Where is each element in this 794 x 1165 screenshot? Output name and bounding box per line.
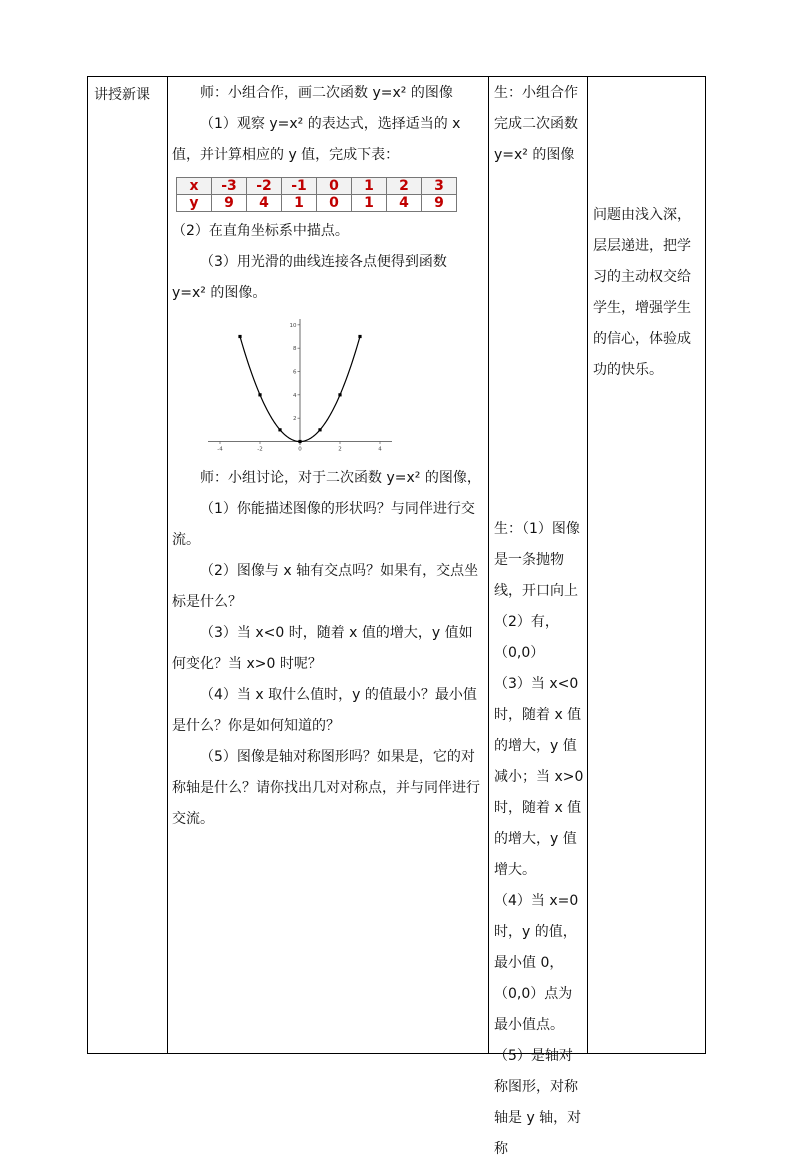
data-point <box>318 428 321 431</box>
y-tick-label: 4 <box>293 392 297 399</box>
x-tick-label: 0 <box>298 446 302 453</box>
y-tick-label: 6 <box>293 369 297 376</box>
answer-3: （3）当 x<0 时，随着 x 值的增大，y 值减小；当 x>0 时，随着 x 值的增大，y 值增大。 <box>494 676 584 878</box>
x-tick-label: -2 <box>257 446 263 453</box>
question-4: （4）当 x 取什么值时，y 的值最小？最小值是什么？你是如何知道的？ <box>172 687 477 734</box>
discussion-intro: 师：小组讨论，对于二次函数 y=x² 的图像， <box>200 470 481 486</box>
data-point <box>278 428 281 431</box>
y-tick-label: 10 <box>289 322 297 329</box>
x-row <box>177 178 457 195</box>
question-1: （1）你能描述图像的形状吗？与同伴进行交流。 <box>172 501 475 548</box>
column-divider <box>488 76 489 1054</box>
y-tick-label: 2 <box>293 416 297 423</box>
x-cell: -1 <box>282 178 317 195</box>
x-cell: 1 <box>352 178 387 195</box>
y-cell: 1 <box>352 195 387 212</box>
data-point <box>338 393 341 396</box>
stage-label: 讲授新课 <box>94 87 150 103</box>
x-cell: 2 <box>387 178 422 195</box>
student-activity-2 <box>494 514 586 1165</box>
step3-text: （3）用光滑的曲线连接各点便得到函数 y=x² 的图像。 <box>172 254 447 301</box>
answer-2: （2）有，（0,0） <box>494 614 559 661</box>
x-tick-label: 4 <box>378 446 382 453</box>
y-header: y <box>177 195 212 212</box>
question-2: （2）图像与 x 轴有交点吗？如果有，交点坐标是什么？ <box>172 563 479 610</box>
step1-text: （1）观察 y=x² 的表达式，选择适当的 x 值，并计算相应的 y 值，完成下表： <box>172 116 461 163</box>
value-table <box>176 177 457 212</box>
intro-text: 师：小组合作，画二次函数 y=x² 的图像 <box>200 85 453 101</box>
answer-1: 生：（1）图像是一条抛物线，开口向上 <box>494 521 580 599</box>
data-point <box>298 440 301 443</box>
y-cell: 1 <box>282 195 317 212</box>
question-5: （5）图像是轴对称图形吗？如果是，它的对称轴是什么？请你找出几对对称点，并与同伴进行交流。 <box>172 749 480 827</box>
student-activity-1: 生：小组合作完成二次函数 y=x² 的图像 <box>494 85 578 163</box>
answer-4: （4）当 x=0 时，y 的值，最小值 0，（0,0）点为最小值点。 <box>494 893 579 1033</box>
question-3: （3）当 x<0 时，随着 x 值的增大，y 值如何变化？当 x>0 时呢？ <box>172 625 473 672</box>
y-tick-label: 8 <box>293 346 297 353</box>
answer-5: （5）是轴对称图形，对称轴是 y 轴，对称 <box>494 1048 582 1157</box>
y-cell: 9 <box>212 195 247 212</box>
y-cell: 4 <box>247 195 282 212</box>
design-intent: 问题由浅入深，层层递进，把学习的主动权交给学生，增强学生的信心，体验成功的快乐。 <box>593 207 691 378</box>
x-tick-label: 2 <box>338 446 342 453</box>
x-cell: -2 <box>247 178 282 195</box>
x-cell: 3 <box>422 178 457 195</box>
y-row <box>177 195 457 212</box>
x-header: x <box>177 178 212 195</box>
x-cell: 0 <box>317 178 352 195</box>
column-divider <box>587 76 588 1054</box>
y-cell: 9 <box>422 195 457 212</box>
teacher-activity <box>172 78 484 835</box>
y-cell: 0 <box>317 195 352 212</box>
column-divider <box>167 76 168 1054</box>
data-point <box>258 393 261 396</box>
data-point <box>238 335 241 338</box>
step2-text: （2）在直角坐标系中描点。 <box>172 223 349 239</box>
y-cell: 4 <box>387 195 422 212</box>
x-tick-label: -4 <box>217 446 223 453</box>
parabola-graph <box>200 313 400 463</box>
data-point <box>358 335 361 338</box>
x-cell: -3 <box>212 178 247 195</box>
